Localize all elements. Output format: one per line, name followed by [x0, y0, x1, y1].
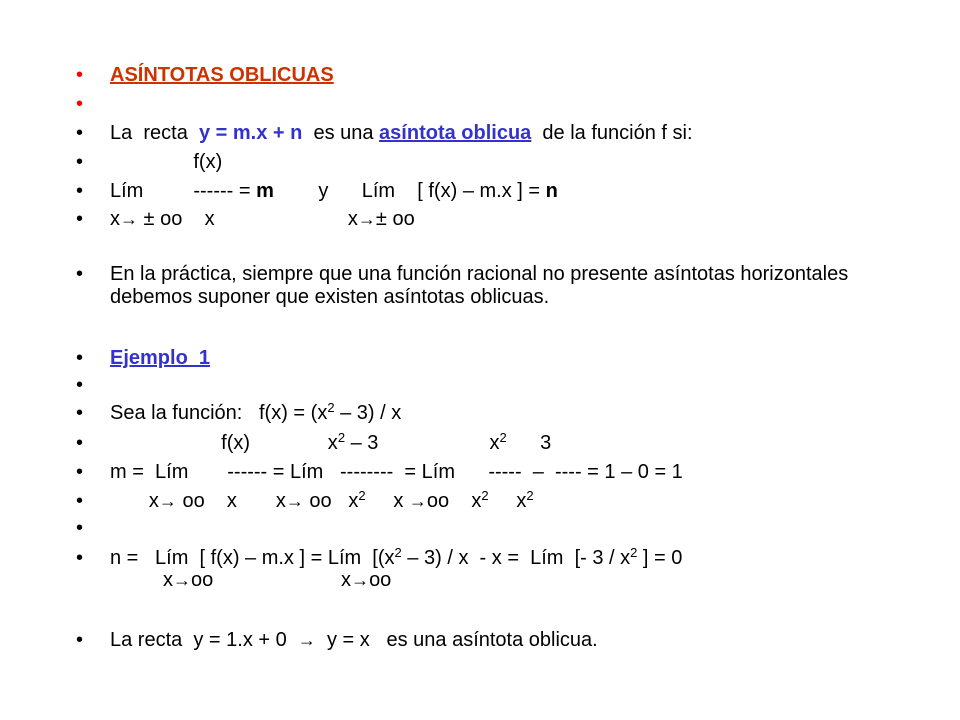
bullet: •	[76, 629, 84, 651]
example-function: Sea la función: $f(x) = (x^2 - 3) / x$	[110, 400, 402, 424]
denominators-row: x→ oo x x→ oo $x^2$ x →oo $x^2$ $x^2$	[110, 488, 534, 512]
bullet: •	[76, 263, 84, 285]
bullet: •	[76, 122, 84, 144]
bullet: •	[76, 490, 84, 512]
arrow-icon: →	[158, 491, 177, 511]
conclusion: La recta y = 1.x + 0 → y = x es una asíntota oblicua.	[110, 629, 598, 651]
fraction-numerator: f(x)	[110, 151, 223, 173]
arrow-icon: →	[173, 570, 191, 590]
example-heading[interactable]: Ejemplo 1	[110, 347, 211, 369]
bullet: •	[76, 402, 84, 424]
bullet: •	[76, 180, 84, 202]
arrow-icon: →	[357, 209, 376, 229]
bullet: •	[76, 93, 84, 115]
arrow-icon: →	[297, 630, 316, 650]
slope-computation: m = Lím ------ = Lím -------- = Lím ----- – ---- = 1 – 0 = 1	[110, 461, 683, 483]
bullet: •	[76, 64, 84, 86]
line-equation: y = m.x + n	[198, 122, 303, 144]
arrow-icon: →	[351, 570, 370, 590]
limit-formulas: Lím ------ = m y Lím [ f(x) – m.x ] = n	[110, 180, 558, 202]
practice-note: En la práctica, siempre que una función racional no presente asíntotas horizontales debemos suponer que existen asíntotas oblicuas.	[110, 263, 849, 308]
arrow-icon: →	[408, 491, 427, 511]
limit-subscripts: x→ ± oo x x→± oo	[110, 208, 415, 230]
bullet: •	[76, 347, 84, 369]
bullet: •	[76, 461, 84, 483]
bullet: •	[76, 547, 84, 569]
oblique-asymptote-link[interactable]: asíntota oblicua	[379, 122, 532, 144]
bullet: •	[76, 517, 84, 539]
definition-line: La recta y = m.x + n es una asíntota oblicua de la función f si:	[110, 122, 693, 144]
bullet: •	[76, 432, 84, 454]
intercept-computation: n = Lím [ f(x) – m.x ] = Lím [$(x^2 - 3)$ / x - x = Lím [- $3 / x^2$ ] = 0	[110, 545, 683, 569]
arrow-icon: →	[120, 209, 138, 229]
slide-title: ASÍNTOTAS OBLICUAS	[110, 64, 334, 86]
bullet: •	[76, 151, 84, 173]
intercept-subscripts: x→oo x→oo	[163, 569, 392, 591]
arrow-icon: →	[285, 491, 304, 511]
bullet: •	[76, 374, 84, 396]
bullet: •	[76, 208, 84, 230]
numerators-row: f(x) $x^2 - 3$ $x^2$ 3	[110, 430, 552, 454]
